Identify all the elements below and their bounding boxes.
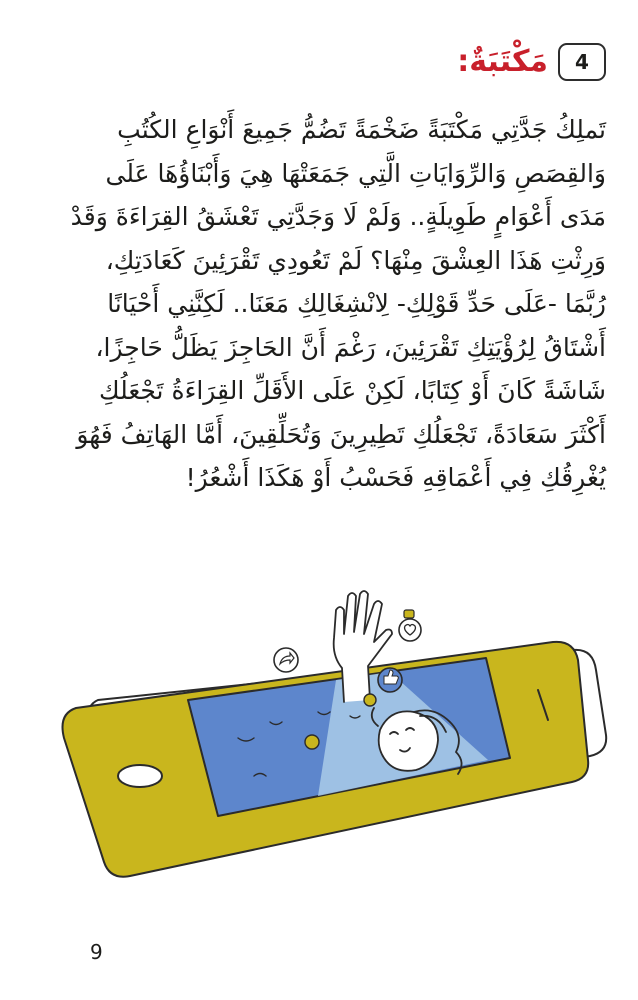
paragraph-line: تَملِكُ جَدَّتِي مَكْتَبَةً ضَخْمَةً تَضُمُّ جَمِيعَ أَنْوَاعِ الكُتُبِ <box>117 115 606 144</box>
page-number: 9 <box>90 940 103 964</box>
lesson-number-badge <box>558 43 606 81</box>
phone-illustration <box>18 580 618 900</box>
section-header <box>457 34 606 90</box>
share-icon <box>274 648 298 672</box>
paragraph-line: أَكْثَرَ سَعَادَةً، تَجْعَلُكِ تَطِيرِينَ وَتُحَلِّقِينَ، أَمَّا الهَاتِفُ فَهُوَ <box>76 419 606 449</box>
paragraph-line: وَالقِصَصِ وَالرِّوَايَاتِ الَّتِي جَمَعَتْهَا هِيَ وَأَبْنَاؤُهَا عَلَى <box>105 158 606 188</box>
home-button <box>118 765 162 787</box>
story-paragraph <box>28 108 606 500</box>
lesson-number: 4 <box>575 50 589 74</box>
like-icon <box>378 668 402 692</box>
phone-body <box>63 642 589 877</box>
paragraph-line: رُبَّمَا -عَلَى حَدِّ قَوْلِكِ- لِانْشِغَالِكِ مَعَنَا.. لَكِنَّنِي أَحْيَانًا <box>107 289 606 318</box>
section-title: مَكْتَبَةٌ: <box>457 44 548 79</box>
paragraph-line: أَشْتَاقُ لِرُؤْيَتِكِ تَقْرَئِينَ، رَغْمَ أَنَّ الحَاجِزَ يَظَلُّ حَاجِزًا، <box>95 332 606 362</box>
paragraph-line: يُغْرِقُكِ فِي أَعْمَاقِهِ فَحَسْبُ أَوْ هَكَذَا أَشْعُرُ! <box>185 463 606 492</box>
paragraph-line: وَرِثْتِ هَذَا العِشْقَ مِنْهَا؟ لَمْ تَعُودِي تَقْرَئِينَ كَعَادَتِكِ، <box>105 245 606 275</box>
paragraph-line: مَدَى أَعْوَامٍ طَوِيلَةٍ.. وَلَمْ لَا وَجَدَّتِي تَعْشَقُ القِرَاءَةَ وَقَدْ <box>70 202 606 231</box>
heart-notification-icon <box>399 610 421 641</box>
paragraph-line: شَاشَةً كَانَ أَوْ كِتَابًا، لَكِنْ عَلَى الأَقَلِّ القِرَاءَةُ تَجْعَلُكِ <box>99 376 606 405</box>
